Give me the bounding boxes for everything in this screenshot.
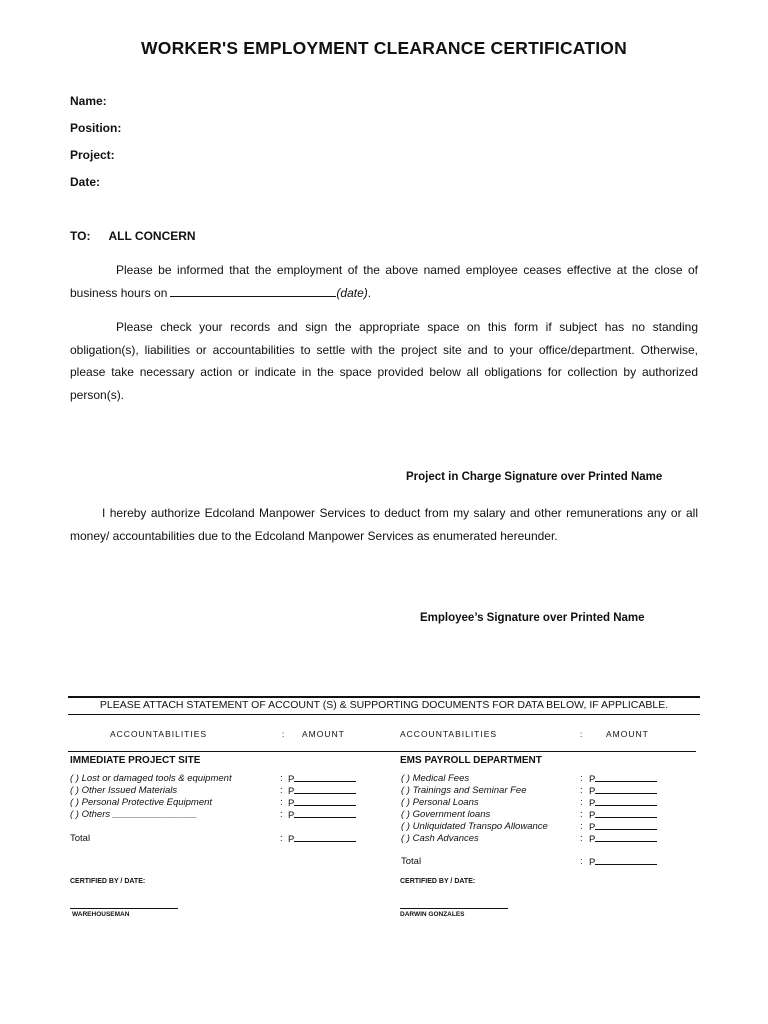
- date-field-label: Date:: [70, 175, 101, 189]
- left-amount-field: P: [288, 809, 356, 822]
- left-amount-header: AMOUNT: [302, 729, 345, 739]
- left-amount-field: P: [288, 797, 356, 810]
- right-signature-line: [400, 908, 508, 909]
- right-item-government-loans: ( ) Government loans: [401, 809, 491, 820]
- records-paragraph: [70, 316, 698, 406]
- left-certified-by-label: CERTIFIED BY / DATE:: [70, 878, 146, 885]
- immediate-project-site-title: IMMEDIATE PROJECT SITE: [70, 755, 201, 766]
- left-item-ppe: ( ) Personal Protective Equipment: [70, 797, 213, 808]
- right-total-label: Total: [401, 856, 422, 867]
- records-text: Please check your records and sign the appropriate space on this form if subject has no standing obligation(s), liabilities or accountabilities to settle with the project site and to your office/department. Otherwise, please take necessary action or indicate in the space provided below all obligations for collection by authorized person(s).: [70, 320, 698, 402]
- right-amount-header: AMOUNT: [606, 729, 649, 739]
- right-amount-field: P: [589, 821, 657, 834]
- document-title: WORKER'S EMPLOYMENT CLEARANCE CERTIFICATION: [141, 38, 627, 58]
- cessation-text: Please be informed that the employment of the above named employee ceases effective at the close of business hours on: [70, 263, 698, 300]
- warehouseman-label: WAREHOUSEMAN: [72, 911, 130, 918]
- left-item-lost-tools: ( ) Lost or damaged tools & equipment: [70, 773, 232, 784]
- columns-rule: [68, 751, 696, 752]
- position-field-label: Position:: [70, 121, 122, 135]
- right-amount-field: P: [589, 785, 657, 798]
- authorization-paragraph: [70, 502, 698, 547]
- right-amount-field: P: [589, 809, 657, 822]
- date-note: (date): [336, 285, 368, 300]
- left-item-issued-materials: ( ) Other Issued Materials: [70, 785, 178, 796]
- left-total-label: Total: [70, 833, 91, 844]
- to-value: ALL CONCERN: [108, 229, 196, 243]
- left-item-others: ( ) Others ________________: [70, 809, 198, 820]
- date-blank-line: [170, 283, 336, 297]
- right-amount-field: P: [589, 833, 657, 846]
- attach-top-rule: [68, 696, 700, 698]
- right-amount-field: P: [589, 797, 657, 810]
- name-field-label: Name:: [70, 94, 107, 108]
- right-accountabilities-header: ACCOUNTABILITIES: [400, 729, 498, 739]
- right-item-personal-loans: ( ) Personal Loans: [401, 797, 479, 808]
- darwin-gonzales-label: DARWIN GONZALES: [400, 911, 465, 918]
- authorization-text: I hereby authorize Edcoland Manpower Services to deduct from my salary and other remunerations any or all money/ accountabilities due to the Edcoland Manpower Services as enumerated hereunder.: [70, 506, 698, 543]
- right-item-cash-advances: ( ) Cash Advances: [401, 833, 479, 844]
- right-item-trainings: ( ) Trainings and Seminar Fee: [401, 785, 527, 796]
- right-amount-field: P: [589, 773, 657, 786]
- left-accountabilities-header: ACCOUNTABILITIES: [110, 729, 208, 739]
- cessation-paragraph: Please be informed that the employment of the above named employee ceases effective at the close of business hours on (date).: [70, 263, 698, 300]
- left-colon-header: :: [282, 729, 286, 739]
- project-in-charge-signature-label: Project in Charge Signature over Printed Name: [406, 471, 663, 483]
- left-amount-field: P: [288, 773, 356, 786]
- project-field-label: Project:: [70, 148, 115, 162]
- ems-payroll-department-title: EMS PAYROLL DEPARTMENT: [400, 755, 542, 766]
- to-label: TO:: [70, 229, 91, 243]
- right-colon-header: :: [580, 729, 584, 739]
- recipient-line: [70, 229, 196, 243]
- right-item-transpo-allowance: ( ) Unliquidated Transpo Allowance: [401, 821, 548, 832]
- right-certified-by-label: CERTIFIED BY / DATE:: [400, 878, 476, 885]
- attach-bottom-rule: [68, 714, 700, 715]
- right-item-medical-fees: ( ) Medical Fees: [401, 773, 470, 784]
- left-signature-line: [70, 908, 178, 909]
- attach-notice: PLEASE ATTACH STATEMENT OF ACCOUNT (S) & SUPPORTING DOCUMENTS FOR DATA BELOW, IF APPLICABLE.: [99, 699, 669, 711]
- right-total-amount-field: P: [589, 856, 657, 869]
- employee-signature-label: Employee’s Signature over Printed Name: [420, 612, 645, 624]
- left-total-amount-field: P: [288, 833, 356, 846]
- left-amount-field: P: [288, 785, 356, 798]
